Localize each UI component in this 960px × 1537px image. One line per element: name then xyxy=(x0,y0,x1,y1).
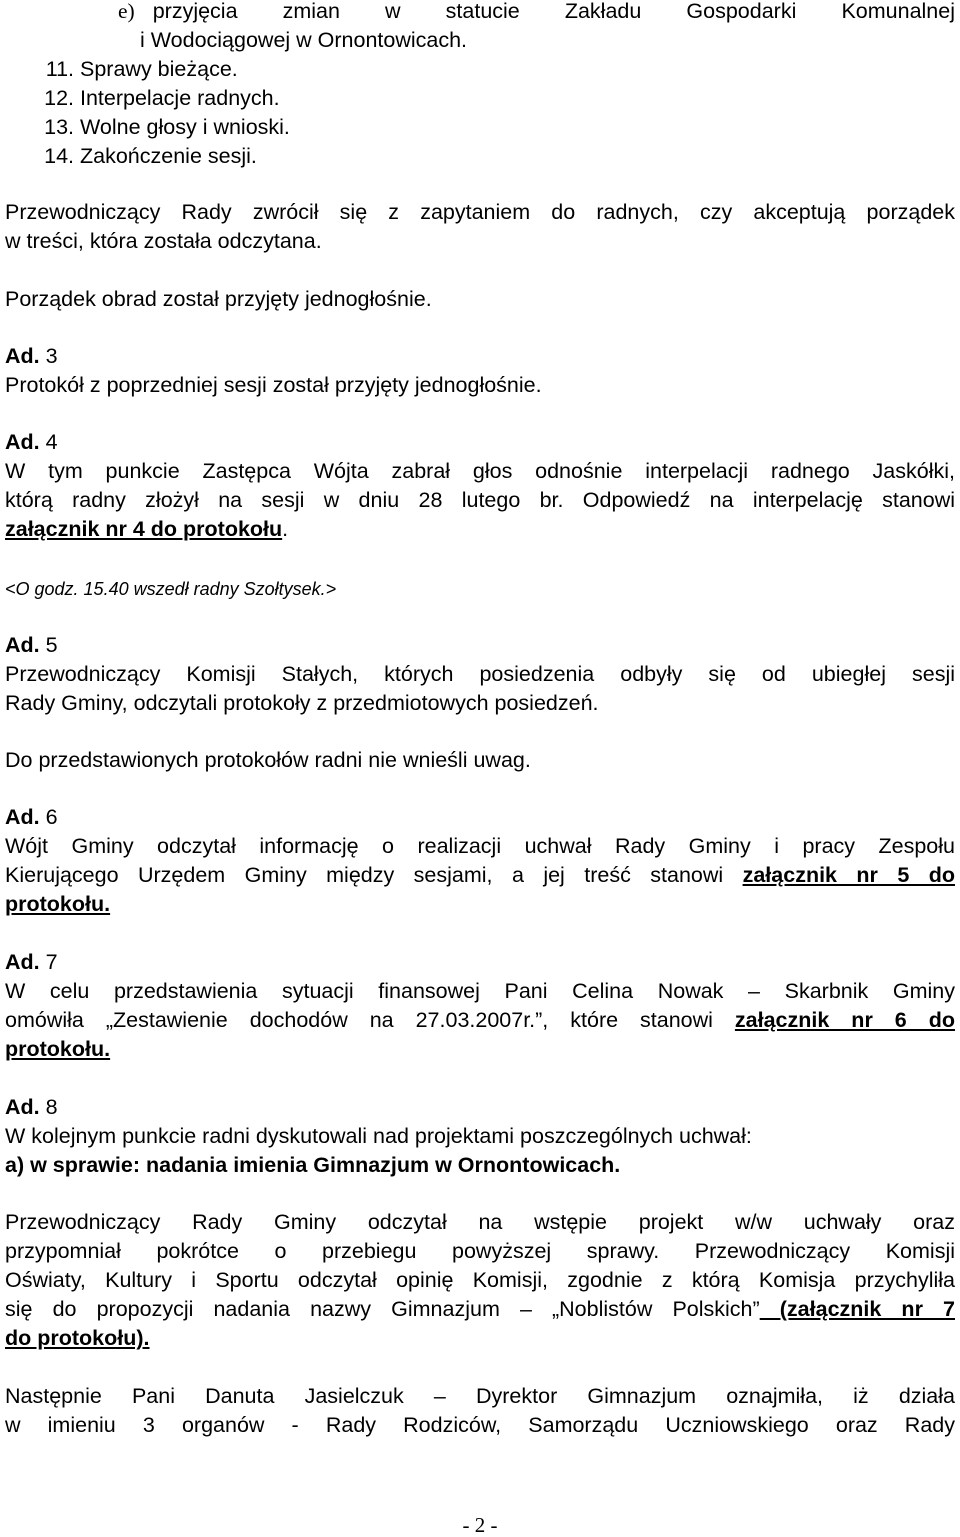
attachment-reference: załącznik nr 4 do protokołu xyxy=(5,517,283,541)
heading-number: 5 xyxy=(39,633,58,657)
paragraph-line xyxy=(5,515,955,544)
agenda-number: 14. xyxy=(44,144,74,168)
heading-number: 3 xyxy=(39,344,58,368)
attachment-reference: załącznik nr 6 do xyxy=(734,1008,955,1032)
paragraph-line: przypomniał pokrótce o przebiegu powyższej sprawy. Przewodniczący Komisji xyxy=(5,1239,955,1263)
paragraph-line xyxy=(5,1295,955,1324)
agenda-text: Interpelacje radnych. xyxy=(80,86,280,110)
heading-ad: Ad. xyxy=(5,805,40,829)
text: omówiła „Zestawienie dochodów na 27.03.2007r.”, które stanowi xyxy=(5,1008,735,1032)
agenda-number: 12. xyxy=(44,86,74,110)
heading-ad: Ad. xyxy=(5,633,40,657)
paragraph-line: w treści, która została odczytana. xyxy=(5,229,322,253)
text: się do propozycji nadania nazwy Gimnazjum – „Noblistów Polskich” xyxy=(5,1297,760,1321)
list-item-e-continuation: i Wodociągowej w Ornontowicach. xyxy=(140,28,468,52)
text: Kierującego Urzędem Gminy między sesjami, a jej treść stanowi xyxy=(5,863,743,887)
heading-number: 8 xyxy=(39,1095,58,1119)
attachment-reference: załącznik nr 5 do xyxy=(742,863,955,887)
heading-number: 4 xyxy=(39,430,58,454)
attachment-reference: do protokołu). xyxy=(5,1326,150,1350)
paragraph: Protokół z poprzedniej sesji został przyjęty jednogłośnie. xyxy=(5,373,542,397)
agenda-item xyxy=(40,84,955,113)
section-heading-ad7 xyxy=(5,948,955,977)
paragraph-line: w imieniu 3 organów - Rady Rodziców, Samorządu Uczniowskiego oraz Rady xyxy=(5,1413,955,1437)
heading-ad: Ad. xyxy=(5,344,40,368)
paragraph-line xyxy=(5,1035,955,1064)
paragraph-line xyxy=(5,1324,955,1353)
subsection-heading: a) w sprawie: nadania imienia Gimnazjum w Ornontowicach. xyxy=(5,1153,621,1177)
attachment-reference: protokołu. xyxy=(5,892,111,916)
section-heading-ad4 xyxy=(5,428,955,457)
paragraph-line: Następnie Pani Danuta Jasielczuk – Dyrektor Gimnazjum oznajmiła, iż działa xyxy=(5,1384,955,1408)
punctuation: . xyxy=(282,517,289,541)
agenda-item xyxy=(40,142,955,171)
list-item-e xyxy=(118,0,955,26)
section-heading-ad8 xyxy=(5,1093,955,1122)
agenda-number: 13. xyxy=(44,115,74,139)
paragraph-line: Wójt Gminy odczytał informację o realizacji uchwał Rady Gminy i pracy Zespołu xyxy=(5,834,955,858)
heading-ad: Ad. xyxy=(5,430,40,454)
paragraph-line: W celu przedstawienia sytuacji finansowej Pani Celina Nowak – Skarbnik Gminy xyxy=(5,979,955,1003)
note: <O godz. 15.40 wszedł radny Szołtysek.> xyxy=(5,579,337,599)
paragraph-line: Przewodniczący Komisji Stałych, których posiedzenia odbyły się od ubiegłej sesji xyxy=(5,662,955,686)
paragraph-line: którą radny złożył na sesji w dniu 28 lutego br. Odpowiedź na interpelację stanowi xyxy=(5,488,955,512)
attachment-reference: (załącznik nr 7 xyxy=(759,1297,955,1321)
section-heading-ad6 xyxy=(5,803,955,832)
paragraph: Porządek obrad został przyjęty jednogłośnie. xyxy=(5,287,432,311)
paragraph-line xyxy=(5,861,955,890)
page-number: - 2 - xyxy=(462,1513,498,1537)
paragraph-line: Oświaty, Kultury i Sportu odczytał opinię Komisji, zgodnie z którą Komisja przychyliła xyxy=(5,1268,955,1292)
heading-number: 6 xyxy=(39,805,58,829)
agenda-item xyxy=(40,113,955,142)
attachment-reference: protokołu. xyxy=(5,1037,111,1061)
list-item-text: przyjęcia zmian w statucie Zakładu Gospodarki Komunalnej xyxy=(152,0,955,23)
paragraph-line: W tym punkcie Zastępca Wójta zabrał głos odnośnie interpelacji radnego Jaskółki, xyxy=(5,459,955,483)
section-heading-ad5 xyxy=(5,631,955,660)
heading-ad: Ad. xyxy=(5,950,40,974)
paragraph-line xyxy=(5,890,955,919)
agenda-number: 11. xyxy=(45,57,74,81)
agenda-item xyxy=(40,55,955,84)
paragraph-line: Przewodniczący Rady Gminy odczytał na wstępie projekt w/w uchwały oraz xyxy=(5,1210,955,1234)
agenda-text: Sprawy bieżące. xyxy=(80,57,238,81)
paragraph-line: Rady Gminy, odczytali protokoły z przedmiotowych posiedzeń. xyxy=(5,691,599,715)
section-heading-ad3 xyxy=(5,342,955,371)
agenda-text: Zakończenie sesji. xyxy=(80,144,257,168)
list-marker: e) xyxy=(118,0,135,23)
paragraph-line: Przewodniczący Rady zwrócił się z zapytaniem do radnych, czy akceptują porządek xyxy=(5,200,955,224)
paragraph: Do przedstawionych protokołów radni nie wnieśli uwag. xyxy=(5,748,531,772)
heading-number: 7 xyxy=(39,950,58,974)
heading-ad: Ad. xyxy=(5,1095,40,1119)
agenda-text: Wolne głosy i wnioski. xyxy=(80,115,290,139)
paragraph-line xyxy=(5,1006,955,1035)
paragraph-line: W kolejnym punkcie radni dyskutowali nad projektami poszczególnych uchwał: xyxy=(5,1124,752,1148)
